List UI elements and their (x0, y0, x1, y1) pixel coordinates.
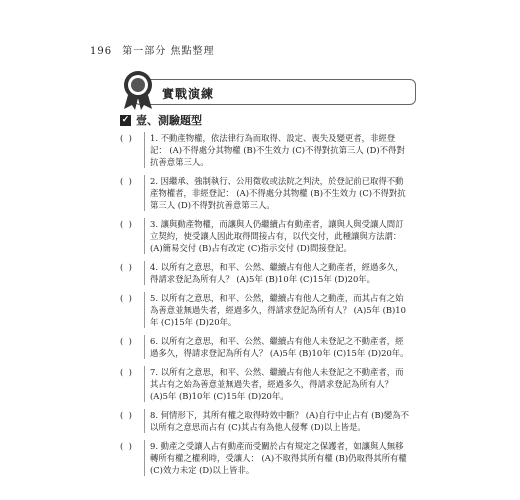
question-item (120, 366, 410, 402)
question-text: 3. 讓與動產物權，而讓與人仍繼續占有動產者，讓與人與受讓人間訂立契約，使受讓人因此取得間接占有，以代交付，此種讓與方法謂： (A)簡易交付 (B)占有改定 (C)指示交付 (D)間接登記。 (144, 218, 410, 254)
question-text: 9. 動產之受讓人占有動產而受關於占有規定之保護者，如讓與人無移轉所有權之權利時，受讓人： (A)不取得其所有權 (B)仍取得其所有權 (C)效力未定 (D)以上皆非。 (144, 440, 410, 476)
answer-blank: ( ) (120, 336, 132, 346)
section-title: 壹、測驗題型 (136, 114, 202, 127)
question-item (120, 175, 410, 211)
question-text: 2. 因繼承、強制執行、公用徵收或法院之判決，於登記前已取得不動產物權者，非經登記： (A)不得處分其物權 (B)不生效力 (C)不得對抗第三人 (D)不得對抗善意第三人。 (144, 175, 410, 211)
part-title: 第一部分 焦點整理 (122, 46, 215, 57)
question-text: 8. 何情形下，其所有權之取得時效中斷？ (A)自行中止占有 (B)變為不以所有之意思而占有 (C)其占有為他人侵奪 (D)以上皆是。 (144, 409, 410, 433)
question-item (120, 292, 410, 328)
question-item (120, 218, 410, 254)
answer-blank: ( ) (120, 410, 132, 420)
checkmark-icon: ✓ (121, 114, 130, 125)
question-item (120, 440, 410, 476)
question-text: 4. 以所有之意思，和平、公然、繼續占有他人之動產者，經過多久，得請求登記為所有人？ (A)5年 (B)10年 (C)15年 (D)20年。 (144, 261, 410, 285)
answer-blank: ( ) (120, 219, 132, 229)
answer-blank: ( ) (120, 133, 132, 143)
question-item (120, 409, 410, 433)
question-item (120, 335, 410, 359)
answer-blank: ( ) (120, 176, 132, 186)
answer-blank: ( ) (120, 262, 132, 272)
question-text: 7. 以所有之意思，和平、公然、繼續占有他人未登記之不動產者，而其占有之始為善意並無過失者，經過多久，得請求登記為所有人？ (A)5年 (B)10年 (C)15年 (D)20年。 (144, 366, 410, 402)
question-text: 6. 以所有之意思，和平、公然、繼續占有他人未登記之不動產者，經過多久，得請求登記為所有人？ (A)5年 (B)10年 (C)15年 (D)20年。 (144, 335, 410, 359)
question-list (120, 132, 410, 483)
banner-title: 實戰演練 (162, 87, 215, 101)
question-item (120, 261, 410, 285)
question-item (120, 132, 410, 168)
answer-blank: ( ) (120, 367, 132, 377)
page-number: 196 (90, 46, 113, 57)
question-text: 5. 以所有之意思，和平、公然，繼續占有他人之動產，而其占有之始為善意並無過失者，經過多久，得請求登記為所有人？ (A)5年 (B)10年 (C)15年 (D)20年。 (144, 292, 410, 328)
section-heading (120, 112, 202, 128)
section-banner (118, 75, 416, 107)
answer-blank: ( ) (120, 441, 132, 451)
page-header (90, 42, 214, 57)
question-text: 1. 不動產物權，依法律行為而取得、設定、喪失及變更者，非經登記： (A)不得處分其物權 (B)不生效力 (C)不得對抗第三人 (D)不得對抗善意第三人。 (144, 132, 410, 168)
medal-icon (118, 69, 158, 111)
answer-blank: ( ) (120, 293, 132, 303)
